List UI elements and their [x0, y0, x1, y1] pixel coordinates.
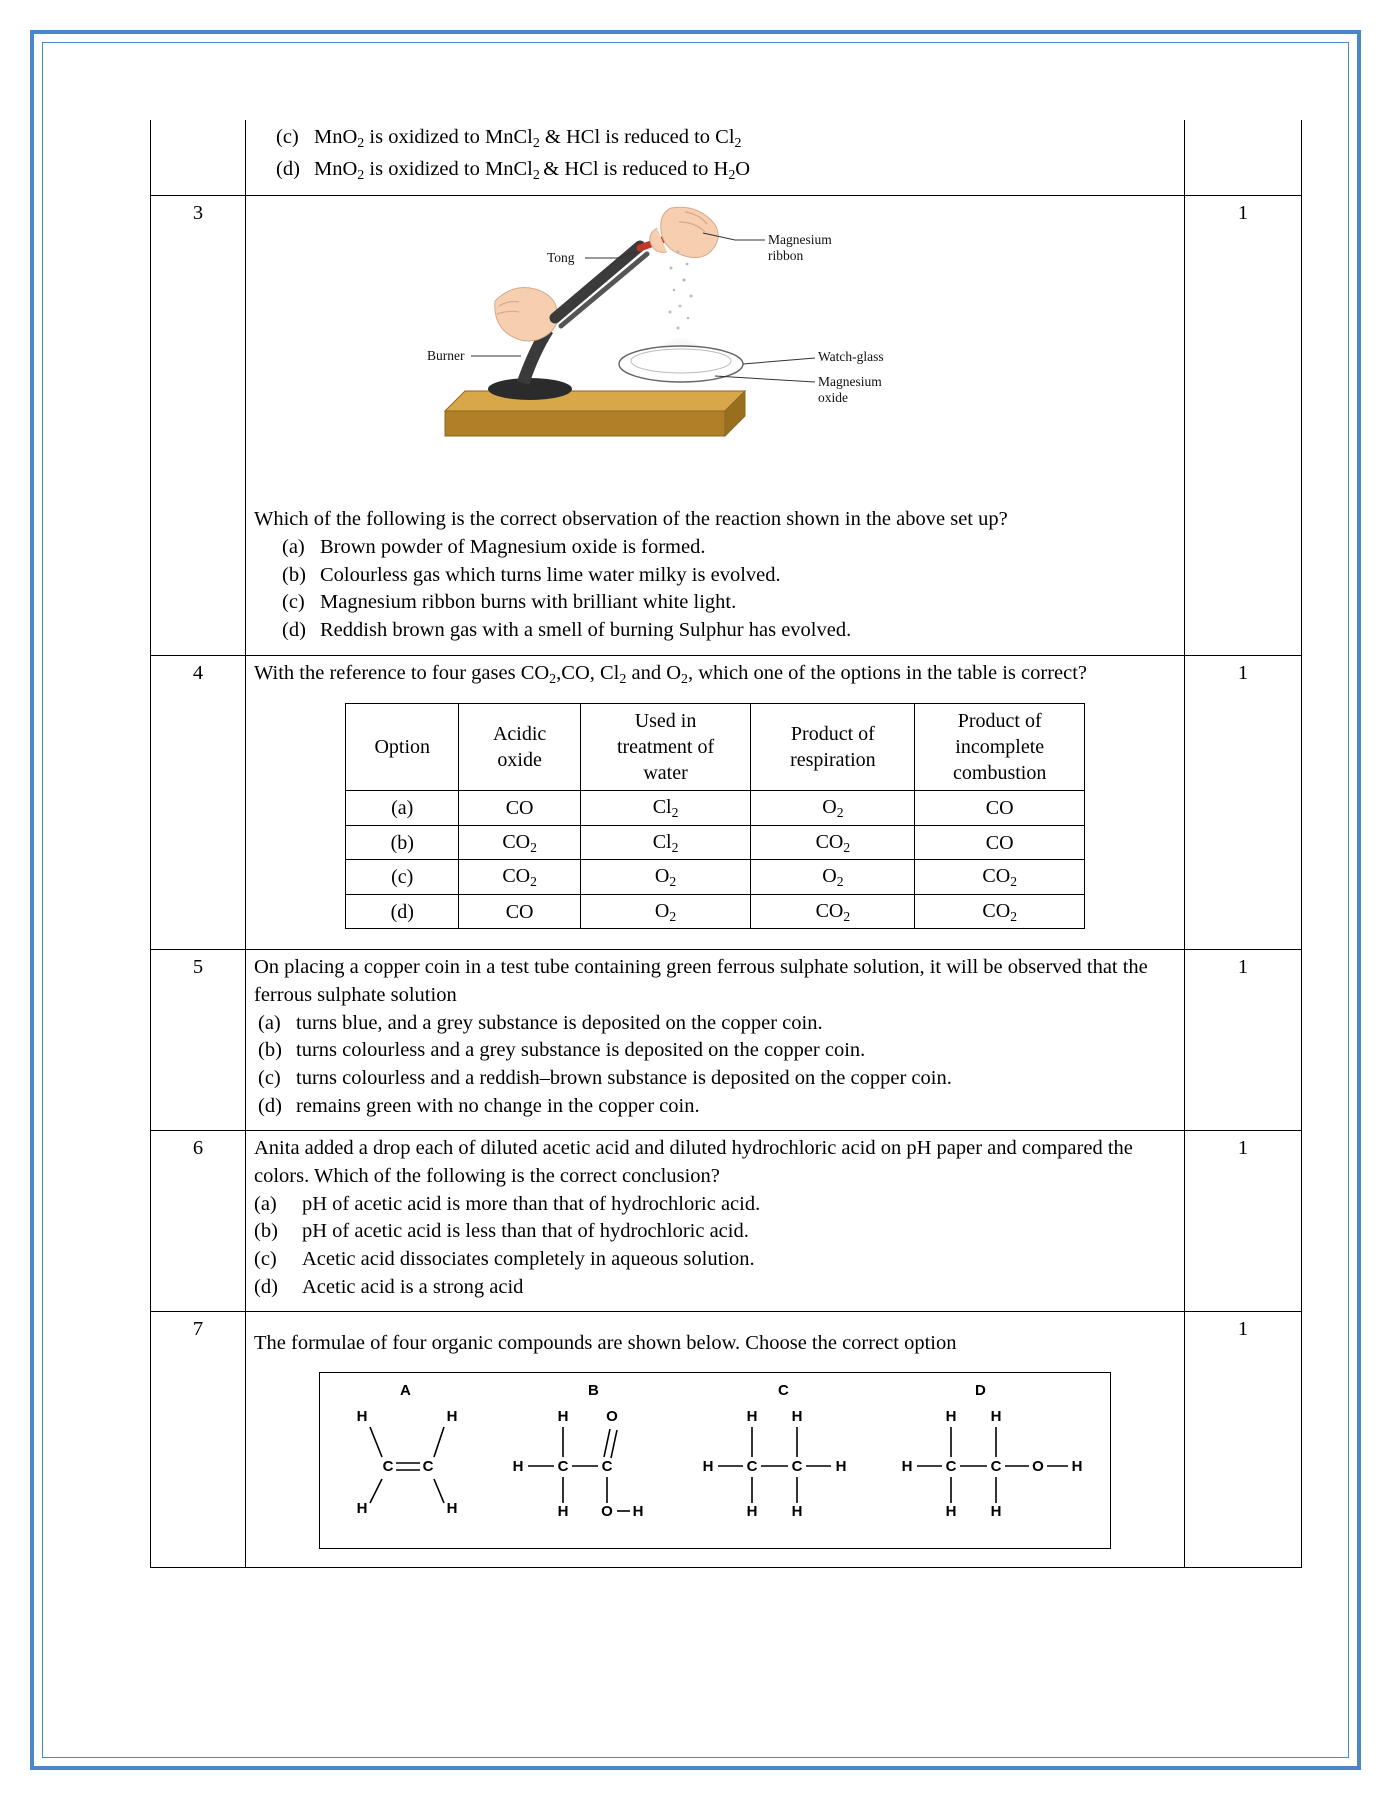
question-5-option-d-label: (d)	[258, 1094, 282, 1117]
table-row-question-7	[151, 1312, 1302, 1568]
magnesium-ribbon-burning-setup-figure	[427, 206, 995, 496]
svg-text:H: H	[945, 1503, 957, 1521]
question-5-option-b	[258, 1037, 1176, 1065]
question-5-option-c-label: (c)	[258, 1067, 281, 1090]
question-3-option-b	[282, 562, 1176, 590]
gases-table-row-c	[346, 860, 1085, 894]
svg-text:H: H	[901, 1458, 913, 1476]
svg-text:H: H	[791, 1408, 803, 1426]
gases-table-row-d	[346, 894, 1085, 928]
question-5-marks: 1	[1185, 950, 1302, 1131]
question-5-option-d	[258, 1093, 1176, 1121]
question-5-stem: On placing a copper coin in a test tube containing green ferrous sulphate solution, it will be observed that the ferrous sulphate solution	[254, 956, 1148, 1007]
question-5-options	[254, 1010, 1176, 1121]
question-3-option-b-label: (b)	[282, 563, 306, 586]
table-row-question-6	[151, 1131, 1302, 1312]
question-6-number: 6	[151, 1131, 246, 1312]
question-5-option-a	[258, 1010, 1176, 1038]
question-6-marks: 1	[1185, 1131, 1302, 1312]
gases-options-table	[345, 703, 1085, 929]
question-4-body	[246, 655, 1185, 950]
gases-row-b-option: (b)	[346, 825, 459, 859]
question-5-option-d-text: remains green with no change in the copper coin.	[296, 1094, 700, 1117]
gases-row-b-acidic-oxide: $CO_2$	[459, 825, 580, 859]
svg-text:H: H	[945, 1408, 957, 1426]
organic-formulae-diagram	[319, 1372, 1111, 1549]
svg-text:O: O	[601, 1503, 613, 1521]
question-6-option-a	[254, 1191, 1176, 1219]
question-3-option-d	[282, 617, 1176, 645]
question-6-option-a-label: (a)	[254, 1192, 277, 1215]
compound-letter-a: A	[400, 1382, 411, 1400]
table-row-question-4	[151, 655, 1302, 950]
question-3-stem: Which of the following is the correct observation of the reaction shown in the above set up?	[254, 508, 1008, 531]
question-3-option-c	[282, 589, 1176, 617]
svg-text:C: C	[990, 1458, 1002, 1476]
question-3-option-a	[282, 534, 1176, 562]
gases-row-a-option: (a)	[346, 791, 459, 825]
gases-header-product-of-incomplete-combustion: Product of incomplete combustion	[915, 704, 1085, 791]
gases-row-d-option: (d)	[346, 894, 459, 928]
question-6-stem: Anita added a drop each of diluted acetic acid and diluted hydrochloric acid on pH paper and compared the colors. Which of the following is the correct conclusion?	[254, 1137, 1133, 1188]
svg-text:H: H	[1071, 1458, 1083, 1476]
svg-text:H: H	[557, 1503, 569, 1521]
table-row-question-3	[151, 196, 1302, 655]
organic-formulae-svg	[320, 1373, 1108, 1546]
question-5-option-b-text: turns colourless and a grey substance is deposited on the copper coin.	[296, 1039, 866, 1062]
question-6-option-b-text: pH of acetic acid is less than that of hydrochloric acid.	[302, 1220, 749, 1243]
option-c-text: MnO$_2$ is oxidized to MnCl$_2$ & HCl is reduced to $Cl_2$	[314, 126, 742, 151]
question-3-option-b-text: Colourless gas which turns lime water milky is evolved.	[320, 563, 781, 586]
figure-label-magnesium-ribbon: Magnesium ribbon	[768, 232, 832, 263]
svg-text:C: C	[382, 1458, 394, 1476]
gases-row-d-water: $O_2$	[580, 894, 751, 928]
option-d-text: MnO$_2$ is oxidized to MnCl$_2$ & HCl is reduced to $H_2O$	[314, 157, 751, 183]
question-3-option-a-text: Brown powder of Magnesium oxide is formed.	[320, 536, 706, 559]
question-5-number: 5	[151, 950, 246, 1131]
svg-text:C: C	[945, 1458, 957, 1476]
gases-row-d-respiration: $CO_2$	[751, 894, 915, 928]
figure-label-watch-glass: Watch-glass	[818, 349, 884, 365]
compound-letter-b: B	[588, 1382, 599, 1400]
question-7-stem: The formulae of four organic compounds are shown below. Choose the correct option	[254, 1332, 957, 1355]
compound-letter-c: C	[778, 1382, 789, 1400]
gases-row-a-water: $Cl_2$	[580, 791, 751, 825]
svg-text:H: H	[746, 1503, 758, 1521]
table-row-continued-options	[151, 120, 1302, 196]
question-5-option-a-text: turns blue, and a grey substance is deposited on the copper coin.	[296, 1011, 823, 1034]
svg-text:H: H	[702, 1458, 714, 1476]
question-3-option-a-label: (a)	[282, 536, 305, 559]
gases-row-a-acidic-oxide: CO	[459, 791, 580, 825]
gases-row-c-option: (c)	[346, 860, 459, 894]
question-6-option-c	[254, 1246, 1176, 1274]
svg-text:C: C	[422, 1458, 434, 1476]
svg-text:H: H	[356, 1500, 368, 1518]
svg-text:H: H	[512, 1458, 524, 1476]
gases-table-header-row	[346, 704, 1085, 791]
question-3-option-d-text: Reddish brown gas with a smell of burning Sulphur has evolved.	[320, 619, 852, 642]
question-7-marks: 1	[1185, 1312, 1302, 1568]
question-4-marks: 1	[1185, 655, 1302, 950]
figure-label-burner: Burner	[427, 348, 465, 364]
question-3-options	[254, 534, 1176, 645]
option-d	[276, 156, 1176, 186]
svg-text:C: C	[601, 1458, 613, 1476]
question-7-body	[246, 1312, 1185, 1568]
gases-row-c-water: $O_2$	[580, 860, 751, 894]
question-6-option-d-text: Acetic acid is a strong acid	[302, 1275, 524, 1298]
questions-table	[150, 120, 1302, 1568]
svg-text:H: H	[990, 1503, 1002, 1521]
gases-header-option: Option	[346, 704, 459, 791]
gases-row-d-acidic-oxide: CO	[459, 894, 580, 928]
gases-row-c-respiration: $O_2$	[751, 860, 915, 894]
question-5-option-c	[258, 1065, 1176, 1093]
burner-setup-svg	[435, 206, 995, 496]
option-c	[276, 124, 1176, 154]
svg-text:H: H	[791, 1503, 803, 1521]
gases-row-b-combustion: CO	[915, 825, 1085, 859]
svg-text:H: H	[835, 1458, 847, 1476]
marks-blank	[1185, 120, 1302, 196]
question-5-option-a-label: (a)	[258, 1011, 281, 1034]
svg-text:C: C	[746, 1458, 758, 1476]
svg-text:H: H	[632, 1503, 644, 1521]
question-6-option-b	[254, 1218, 1176, 1246]
svg-text:H: H	[446, 1408, 458, 1426]
svg-text:C: C	[557, 1458, 569, 1476]
svg-text:H: H	[557, 1408, 569, 1426]
figure-label-magnesium-oxide: Magnesium oxide	[818, 374, 882, 405]
question-6-option-d-label: (d)	[254, 1275, 278, 1298]
question-5-option-c-text: turns colourless and a reddish–brown substance is deposited on the copper coin.	[296, 1067, 952, 1090]
svg-text:O: O	[606, 1408, 618, 1426]
svg-text:C: C	[791, 1458, 803, 1476]
gases-row-a-combustion: CO	[915, 791, 1085, 825]
gases-header-used-in-treatment-of-water: Used in treatment of water	[580, 704, 751, 791]
option-c-label: (c)	[276, 126, 299, 148]
question-6-option-a-text: pH of acetic acid is more than that of hydrochloric acid.	[302, 1192, 761, 1215]
question-3-number: 3	[151, 196, 246, 655]
question-3-option-d-label: (d)	[282, 619, 306, 642]
question-5-option-b-label: (b)	[258, 1039, 282, 1062]
question-4-number: 4	[151, 655, 246, 950]
svg-text:H: H	[446, 1500, 458, 1518]
question-6-option-b-label: (b)	[254, 1220, 278, 1243]
gases-row-c-acidic-oxide: $CO_2$	[459, 860, 580, 894]
compound-letter-d: D	[975, 1382, 986, 1400]
question-6-option-c-text: Acetic acid dissociates completely in aqueous solution.	[302, 1248, 755, 1271]
question-6-body	[246, 1131, 1185, 1312]
gases-table-row-b	[346, 825, 1085, 859]
gases-header-acidic-oxide: Acidic oxide	[459, 704, 580, 791]
gases-row-b-respiration: $CO_2$	[751, 825, 915, 859]
option-d-label: (d)	[276, 157, 300, 180]
question-3-option-c-text: Magnesium ribbon burns with brilliant white light.	[320, 591, 737, 614]
question-5-body	[246, 950, 1185, 1131]
question-3-option-c-label: (c)	[282, 591, 305, 614]
question-number-blank	[151, 120, 246, 196]
svg-text:O: O	[1032, 1458, 1044, 1476]
question-4-stem: With the reference to four gases $CO_2,CO$, $Cl_2$ and $O_2$, which one of the options in the table is correct?	[254, 661, 1088, 687]
gases-header-product-of-respiration: Product of respiration	[751, 704, 915, 791]
question-6-option-c-label: (c)	[254, 1248, 277, 1271]
gases-row-b-water: $Cl_2$	[580, 825, 751, 859]
question-6-options	[254, 1191, 1176, 1302]
svg-text:H: H	[990, 1408, 1002, 1426]
question-3-body	[246, 196, 1185, 655]
gases-table-row-a	[346, 791, 1085, 825]
question-6-option-d	[254, 1274, 1176, 1302]
question-7-number: 7	[151, 1312, 246, 1568]
continued-options-cell	[246, 120, 1185, 196]
svg-text:H: H	[746, 1408, 758, 1426]
gases-row-d-combustion: $CO_2$	[915, 894, 1085, 928]
gases-row-c-combustion: $CO_2$	[915, 860, 1085, 894]
figure-label-tong: Tong	[547, 250, 575, 266]
table-row-question-5	[151, 950, 1302, 1131]
svg-text:H: H	[356, 1408, 368, 1426]
gases-row-a-respiration: $O_2$	[751, 791, 915, 825]
question-paper-content	[150, 120, 1250, 1568]
question-3-marks: 1	[1185, 196, 1302, 655]
